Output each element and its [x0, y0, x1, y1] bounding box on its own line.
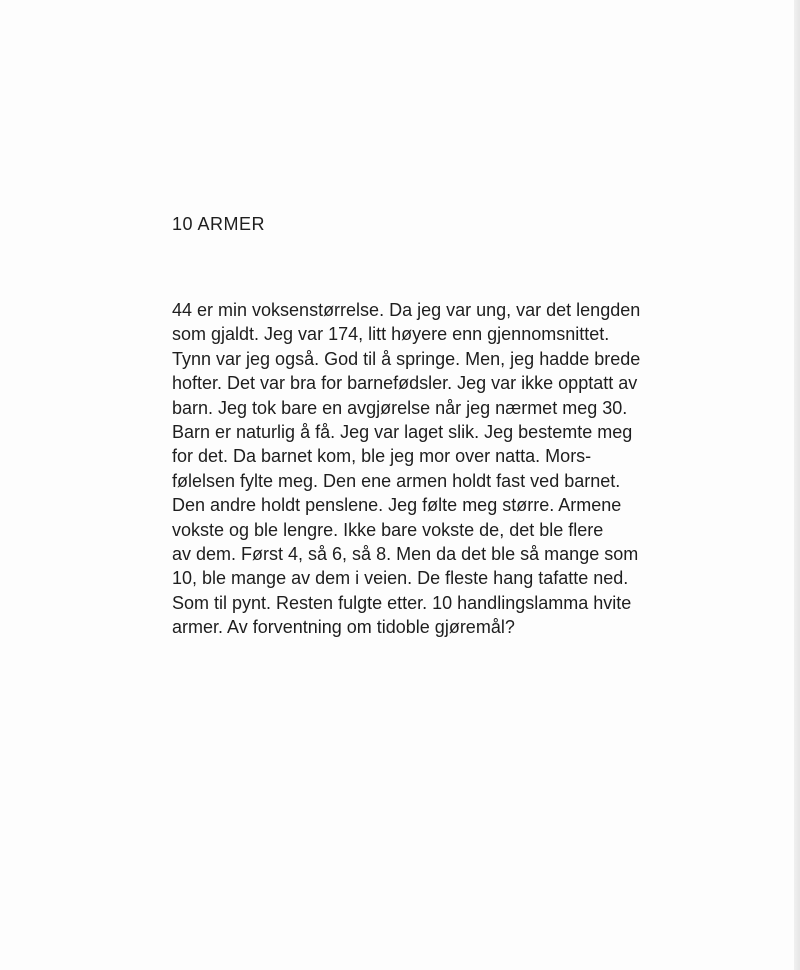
text-line: av dem. Først 4, så 6, så 8. Men da det ble så mange som [172, 544, 639, 565]
text-line: 10, ble mange av dem i veien. De fleste hang tafatte ned. [172, 568, 629, 589]
body-paragraph [172, 298, 752, 640]
text-line: som gjaldt. Jeg var 174, litt høyere enn gjennomsnittet. [172, 324, 610, 345]
text-line: barn. Jeg tok bare en avgjørelse når jeg nærmet meg 30. [172, 397, 628, 418]
page-edge-shadow [794, 0, 800, 970]
text-line: for det. Da barnet kom, ble jeg mor over natta. Mors- [172, 446, 592, 467]
text-line: armer. Av forventning om tidoble gjøremål? [172, 617, 515, 638]
text-line: Som til pynt. Resten fulgte etter. 10 handlingslamma hvite [172, 592, 632, 613]
text-line: vokste og ble lengre. Ikke bare vokste de, det ble flere [172, 519, 604, 540]
text-line: Den andre holdt penslene. Jeg følte meg større. Armene [172, 495, 622, 516]
text-line: følelsen fylte meg. Den ene armen holdt fast ved barnet. [172, 470, 621, 491]
text-line: hofter. Det var bra for barnefødsler. Jeg var ikke opptatt av [172, 373, 638, 394]
text-line: Barn er naturlig å få. Jeg var laget slik. Jeg bestemte meg [172, 422, 633, 443]
page-title: 10 ARMER [172, 214, 266, 234]
text-line: Tynn var jeg også. God til å springe. Men, jeg hadde brede [172, 348, 641, 369]
text-line: 44 er min voksenstørrelse. Da jeg var ung, var det lengden [172, 300, 641, 320]
